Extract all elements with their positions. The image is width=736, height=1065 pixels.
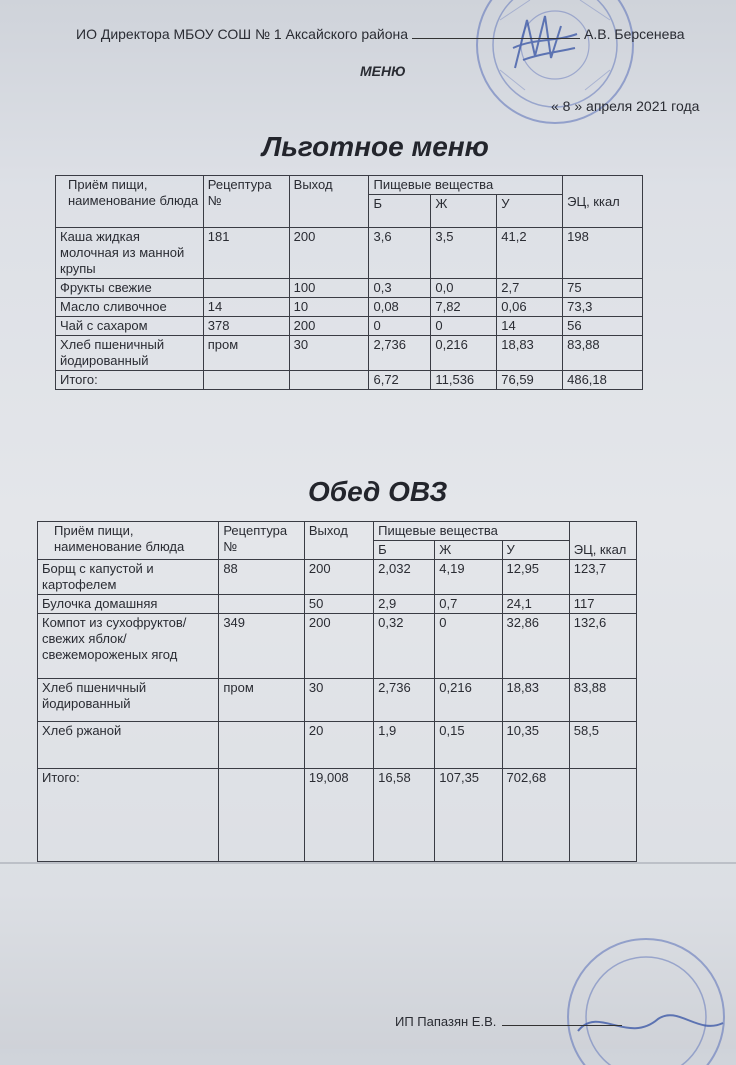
document-date: « 8 » апреля 2021 года xyxy=(551,98,700,114)
benefit-menu-table xyxy=(55,175,643,390)
value-cell: 4,19 xyxy=(435,560,502,595)
document-title: МЕНЮ xyxy=(360,63,406,79)
value-cell: пром xyxy=(219,679,305,722)
header-energy: ЭЦ, ккал xyxy=(569,522,636,560)
header-zh: Ж xyxy=(431,195,497,228)
value-cell: 18,83 xyxy=(502,679,569,722)
supplier-stamp xyxy=(548,935,736,1065)
value-cell: 10,35 xyxy=(502,722,569,769)
table-row xyxy=(38,614,637,679)
value-cell xyxy=(219,722,305,769)
value-cell xyxy=(219,595,305,614)
value-cell: 0 xyxy=(435,614,502,679)
supplier-signature-line xyxy=(502,1025,622,1026)
ovz-lunch-table xyxy=(37,521,637,862)
total-cell xyxy=(219,769,305,862)
header-energy: ЭЦ, ккал xyxy=(563,176,643,228)
total-cell xyxy=(203,371,289,390)
total-label: Итого: xyxy=(56,371,204,390)
total-row xyxy=(56,371,643,390)
value-cell: 0,7 xyxy=(435,595,502,614)
value-cell: 88 xyxy=(219,560,305,595)
value-cell: 73,3 xyxy=(563,298,643,317)
value-cell: 0,32 xyxy=(374,614,435,679)
total-cell: 107,35 xyxy=(435,769,502,862)
dish-name-cell: Каша жидкая молочная из манной крупы xyxy=(56,228,204,279)
header-meal: Приём пищи, наименование блюда xyxy=(38,522,219,560)
supplier-name: ИП Папазян Е.В. xyxy=(395,1014,497,1029)
director-name: А.В. Берсенева xyxy=(584,26,685,42)
header-recipe: Рецептура № xyxy=(203,176,289,228)
value-cell: 3,5 xyxy=(431,228,497,279)
total-cell: 76,59 xyxy=(497,371,563,390)
value-cell: 0,0 xyxy=(431,279,497,298)
value-cell: 378 xyxy=(203,317,289,336)
header-u: У xyxy=(502,541,569,560)
dish-name-cell: Компот из сухофруктов/свежих яблок/свежемороженых ягод xyxy=(38,614,219,679)
value-cell: 83,88 xyxy=(563,336,643,371)
value-cell: 2,736 xyxy=(369,336,431,371)
total-row xyxy=(38,769,637,862)
table-row xyxy=(38,560,637,595)
value-cell: 200 xyxy=(304,560,373,595)
value-cell: 200 xyxy=(289,317,369,336)
header-b: Б xyxy=(374,541,435,560)
header-u: У xyxy=(497,195,563,228)
value-cell: 0,216 xyxy=(435,679,502,722)
dish-name-cell: Борщ с капустой и картофелем xyxy=(38,560,219,595)
value-cell: 20 xyxy=(304,722,373,769)
total-label: Итого: xyxy=(38,769,219,862)
value-cell: 30 xyxy=(289,336,369,371)
table-row xyxy=(56,317,643,336)
value-cell: 58,5 xyxy=(569,722,636,769)
total-cell: 19,008 xyxy=(304,769,373,862)
value-cell: 200 xyxy=(289,228,369,279)
value-cell: 200 xyxy=(304,614,373,679)
header-b: Б xyxy=(369,195,431,228)
value-cell: 12,95 xyxy=(502,560,569,595)
dish-name-cell: Хлеб пшеничный йодированный xyxy=(56,336,204,371)
value-cell: 30 xyxy=(304,679,373,722)
value-cell: 0,15 xyxy=(435,722,502,769)
header-nutrients: Пищевые вещества xyxy=(374,522,570,541)
table-row xyxy=(56,279,643,298)
dish-name-cell: Хлеб пшеничный йодированный xyxy=(38,679,219,722)
total-cell xyxy=(289,371,369,390)
total-cell: 486,18 xyxy=(563,371,643,390)
value-cell: 24,1 xyxy=(502,595,569,614)
value-cell: 0,06 xyxy=(497,298,563,317)
value-cell: 0 xyxy=(431,317,497,336)
table-header-row xyxy=(38,522,637,541)
director-signature xyxy=(505,8,585,78)
header-meal: Приём пищи, наименование блюда xyxy=(56,176,204,228)
table2-title: Обед ОВЗ xyxy=(308,476,448,507)
value-cell: 0,08 xyxy=(369,298,431,317)
value-cell: 0 xyxy=(369,317,431,336)
dish-name-cell: Масло сливочное xyxy=(56,298,204,317)
value-cell: 100 xyxy=(289,279,369,298)
value-cell: 41,2 xyxy=(497,228,563,279)
value-cell: 123,7 xyxy=(569,560,636,595)
header-output: Выход xyxy=(289,176,369,228)
value-cell: пром xyxy=(203,336,289,371)
value-cell: 117 xyxy=(569,595,636,614)
total-cell: 6,72 xyxy=(369,371,431,390)
header-output: Выход xyxy=(304,522,373,560)
table-row xyxy=(56,298,643,317)
value-cell: 2,9 xyxy=(374,595,435,614)
value-cell: 83,88 xyxy=(569,679,636,722)
value-cell: 2,7 xyxy=(497,279,563,298)
paper-fold xyxy=(0,862,736,864)
header-nutrients: Пищевые вещества xyxy=(369,176,563,195)
value-cell: 3,6 xyxy=(369,228,431,279)
table-row xyxy=(56,336,643,371)
value-cell: 349 xyxy=(219,614,305,679)
value-cell: 10 xyxy=(289,298,369,317)
dish-name-cell: Чай с сахаром xyxy=(56,317,204,336)
table-row xyxy=(38,595,637,614)
value-cell: 132,6 xyxy=(569,614,636,679)
total-cell: 11,536 xyxy=(431,371,497,390)
total-cell: 16,58 xyxy=(374,769,435,862)
approval-line xyxy=(76,26,685,42)
value-cell: 2,032 xyxy=(374,560,435,595)
value-cell: 32,86 xyxy=(502,614,569,679)
value-cell: 2,736 xyxy=(374,679,435,722)
table-row xyxy=(38,679,637,722)
supplier-signature xyxy=(395,1014,622,1029)
value-cell: 75 xyxy=(563,279,643,298)
value-cell: 1,9 xyxy=(374,722,435,769)
dish-name-cell: Булочка домашняя xyxy=(38,595,219,614)
dish-name-cell: Фрукты свежие xyxy=(56,279,204,298)
total-cell xyxy=(569,769,636,862)
value-cell: 7,82 xyxy=(431,298,497,317)
header-recipe: Рецептура № xyxy=(219,522,305,560)
value-cell: 14 xyxy=(203,298,289,317)
dish-name-cell: Хлеб ржаной xyxy=(38,722,219,769)
value-cell: 181 xyxy=(203,228,289,279)
value-cell: 14 xyxy=(497,317,563,336)
value-cell: 0,216 xyxy=(431,336,497,371)
value-cell: 50 xyxy=(304,595,373,614)
table-header-row xyxy=(56,176,643,195)
director-title: ИО Директора МБОУ СОШ № 1 Аксайского района xyxy=(76,26,409,42)
table-row xyxy=(56,228,643,279)
value-cell: 56 xyxy=(563,317,643,336)
value-cell: 18,83 xyxy=(497,336,563,371)
value-cell xyxy=(203,279,289,298)
value-cell: 198 xyxy=(563,228,643,279)
table-row xyxy=(38,722,637,769)
signature-line xyxy=(412,38,580,39)
value-cell: 0,3 xyxy=(369,279,431,298)
table1-title: Льготное меню xyxy=(262,131,489,162)
total-cell: 702,68 xyxy=(502,769,569,862)
header-zh: Ж xyxy=(435,541,502,560)
